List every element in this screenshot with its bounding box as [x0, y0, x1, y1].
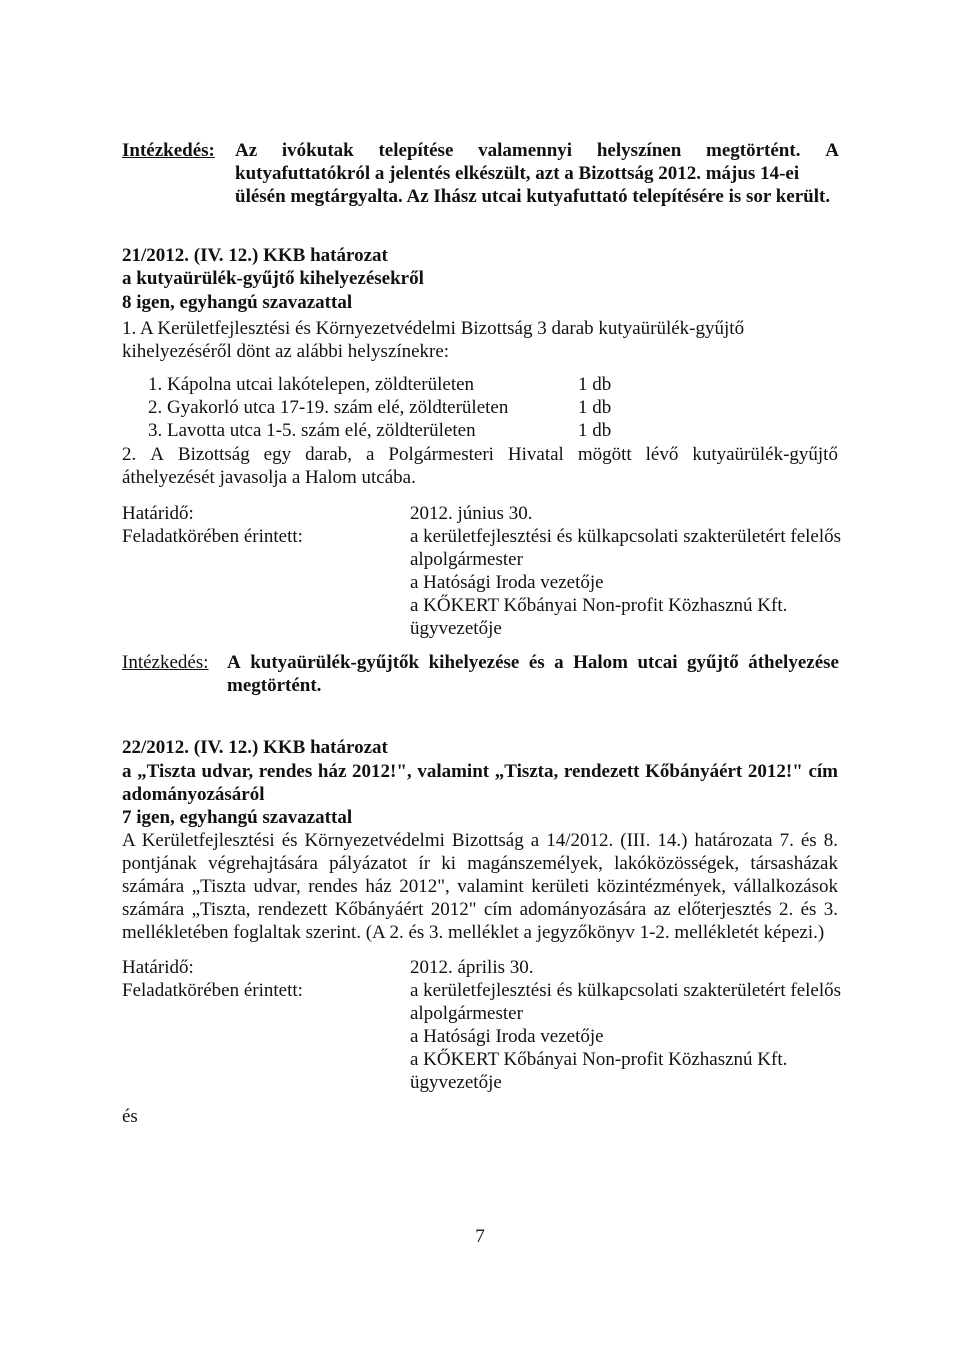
word: valamennyi [478, 140, 573, 161]
word: Kőbányáért [645, 761, 743, 782]
conjunction-es: és [122, 1106, 138, 1127]
deadline-label-22: Határidő: [122, 957, 194, 978]
word: ház [317, 761, 347, 782]
word: Polgármesteri [388, 444, 494, 465]
word: „Tiszta, [494, 761, 559, 782]
resolution-22-vote: 7 igen, egyhangú szavazattal [122, 807, 353, 828]
responsible-22-line-1: a kerületfejlesztési és külkapcsolati szakterületért felelős [410, 980, 842, 1001]
location-item-1: 1. Kápolna utcai lakótelepen, zöldterületen [148, 374, 475, 395]
word: Hivatal [507, 444, 564, 465]
location-item-3: 3. Lavotta utca 1-5. szám elé, zöldterületen [148, 420, 476, 441]
resolution-21-vote: 8 igen, egyhangú szavazattal [122, 292, 353, 313]
page-number: 7 [475, 1226, 485, 1247]
word: rendezett [563, 761, 640, 782]
resolution-21-title: 21/2012. (IV. 12.) KKB határozat [122, 245, 388, 266]
intezkedes-label-2: Intézkedés: [122, 652, 209, 673]
responsible-21-line-2: alpolgármester [410, 549, 523, 570]
resolution-22-subject-line-2: adományozásáról [122, 784, 265, 805]
word: valamint [417, 761, 490, 782]
location-qty-2: 1 db [578, 397, 612, 418]
intezkedes-1-line-2: kutyafuttatókról a jelentés elkészült, azt a Bizottság 2012. május 14-ei [235, 163, 800, 184]
word: A [150, 444, 164, 465]
resolution-21-point-1-line-1: 1. A Kerületfejlesztési és Környezetvédelmi Bizottság 3 darab kutyaürülék-gyűjtő [122, 318, 745, 339]
responsible-22-line-4: a KŐKERT Kőbányai Non-profit Közhasznú Kft. [410, 1049, 788, 1070]
resolution-22-body-line-4: számára „Tiszta, rendezett Kőbányáért 2012" cím adományozására az előterjesztés 2. és 3. [122, 899, 838, 920]
resolution-21-point-2-line-2: áthelyezését javasolja a Halom utcába. [122, 467, 416, 488]
word: 2012!" [747, 761, 803, 782]
resolution-21-point-2-line-1 [122, 444, 838, 466]
word: a [122, 761, 132, 782]
word: ivókutak [281, 140, 354, 161]
intezkedes-2-line-1 [227, 652, 839, 674]
word: darab, [305, 444, 353, 465]
responsible-22-line-2: alpolgármester [410, 1003, 523, 1024]
word: utcai [637, 652, 678, 673]
word: kutyaürülék-gyűjtők [250, 652, 420, 673]
responsible-21-line-5: ügyvezetője [410, 618, 502, 639]
word: és [528, 652, 545, 673]
deadline-label-21: Határidő: [122, 503, 194, 524]
word: gyűjtő [687, 652, 739, 673]
word: „Tiszta [137, 761, 196, 782]
resolution-22-body-line-2: pontjának végrehajtására pályázatot ír ki magánszemélyek, lakóközösségek, társasházak [122, 853, 838, 874]
word: 2. [122, 444, 137, 465]
word: mögött [577, 444, 632, 465]
deadline-value-22: 2012. április 30. [410, 957, 534, 978]
location-item-2: 2. Gyakorló utca 17-19. szám elé, zöldterületen [148, 397, 509, 418]
word: kutyaürülék-gyűjtő [692, 444, 838, 465]
word: telepítése [378, 140, 454, 161]
responsible-21-line-4: a KŐKERT Kőbányai Non-profit Közhasznú Kft. [410, 595, 788, 616]
intezkedes-label-1: Intézkedés: [122, 140, 215, 161]
resolution-22-body-line-3: számára „Tiszta udvar, rendes ház 2012", valamint kerületi közintézmények, vállalkozások [122, 876, 838, 897]
word: udvar, [201, 761, 254, 782]
responsible-21-line-3: a Hatósági Iroda vezetője [410, 572, 604, 593]
word: kihelyezése [428, 652, 520, 673]
resolution-22-body-line-5: mellékletében foglaltak szerint. (A 2. és 3. melléklet a jegyzőkönyv 1-2. mellékletét képezi.) [122, 922, 825, 943]
word: megtörtént. [706, 140, 801, 161]
word: cím [808, 761, 838, 782]
resolution-21-subject: a kutyaürülék-gyűjtő kihelyezésekről [122, 268, 424, 289]
responsible-22-line-3: a Hatósági Iroda vezetője [410, 1026, 604, 1047]
word: 2012!", [352, 761, 412, 782]
word: lévő [645, 444, 679, 465]
location-qty-1: 1 db [578, 374, 612, 395]
responsible-22-line-5: ügyvezetője [410, 1072, 502, 1093]
word: Bizottság [177, 444, 250, 465]
word: A [227, 652, 241, 673]
location-qty-3: 1 db [578, 420, 612, 441]
intezkedes-1-line-1 [235, 140, 839, 162]
resolution-21-point-1-line-2: kihelyezéséről dönt az alábbi helyszínekre: [122, 341, 450, 362]
word: áthelyezése [748, 652, 839, 673]
word: a [554, 652, 564, 673]
intezkedes-2-line-2: megtörtént. [227, 675, 322, 696]
word: A [825, 140, 839, 161]
word: Az [235, 140, 258, 161]
word: rendes [258, 761, 313, 782]
resolution-22-subject-line-1 [122, 761, 838, 783]
word: egy [263, 444, 292, 465]
responsible-label-22: Feladatkörében érintett: [122, 980, 303, 1001]
word: a [366, 444, 375, 465]
resolution-22-body-line-1: A Kerületfejlesztési és Környezetvédelmi Bizottság a 14/2012. (III. 14.) határozata 7. és 8. [122, 830, 838, 851]
responsible-21-line-1: a kerületfejlesztési és külkapcsolati szakterületért felelős [410, 526, 842, 547]
resolution-22-title: 22/2012. (IV. 12.) KKB határozat [122, 737, 388, 758]
word: helyszínen [596, 140, 682, 161]
word: Halom [573, 652, 628, 673]
intezkedes-1-line-3: ülésén megtárgyalta. Az Ihász utcai kutyafuttató telepítésére is sor került. [235, 186, 831, 207]
responsible-label-21: Feladatkörében érintett: [122, 526, 303, 547]
deadline-value-21: 2012. június 30. [410, 503, 533, 524]
